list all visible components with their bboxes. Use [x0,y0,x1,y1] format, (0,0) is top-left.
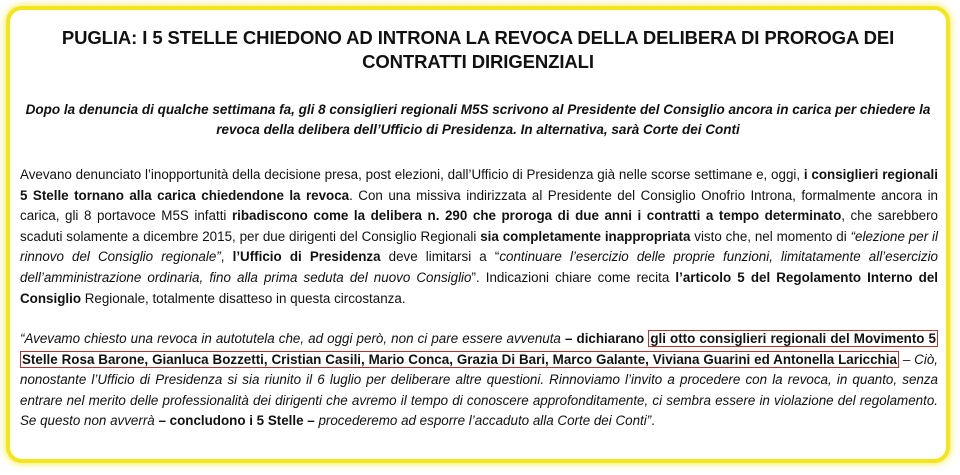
p2-text: . [651,413,655,429]
p1-bold-ufficio: l’Ufficio di Presidenza [232,249,381,265]
article-paragraph-2 [20,329,938,432]
p2-italic-quote: – Ciò, nonostante l’Ufficio di Presidenza si sia riunito il 6 luglio per deliberare altre questioni. Rinnoviamo l’invito a procedere con la revoca, in quanto, senza entrare nel merito delle professionalità dei dirigenti che avremo il tempo di conoscere approfonditamente, ci sembra essere in violazione del regolamento. Se questo non avverrà [20,351,938,429]
p1-bold-delibera: ribadiscono come la delibera n. 290 che proroga di due anni i contratti a tempo determinato [231,208,842,224]
p1-text: . Con una missiva indirizzata al Presidente del Consiglio Onofrio Introna, formalmente ancora in carica, gli 8 portavoce M5S infatti [20,187,938,224]
p1-bold-inappropriata: sia completamente inappropriata [480,228,691,244]
p1-text: Avevano denunciato l’inopportunità della decisione presa, post elezioni, dall’Ufficio di Presidenza già nelle scorse settimane e, oggi, [20,167,804,182]
p2-italic-quote: “Avevamo chiesto una revoca in autotutela che, ad oggi però, non ci pare essere avvenuta [20,331,561,346]
p2-italic-quote: procederemo ad esporre l’accaduto alla Corte dei Conti” [318,413,652,429]
p1-text: Regionale, totalmente disatteso in questa circostanza. [81,290,406,306]
p1-text: , che sarebbero scaduti solamente a dicembre 2015, per due dirigenti del Consiglio Regionali [20,208,938,244]
p1-italic-quote: continuare l’esercizio delle proprie funzioni, limitatamente all’esercizio dell’amministrazione ordinaria, fino alla prima seduta del nuovo Consiglio [20,249,938,285]
article-title: PUGLIA: I 5 STELLE CHIEDONO AD INTRONA LA REVOCA DELLA DELIBERA DI PROROGA DEI CONTRATTI DIRIGENZIALI [61,27,895,72]
p1-text: deve limitarsi a “ [380,249,500,265]
article-lead: Dopo la denuncia di qualche settimana fa, gli 8 consiglieri regionali M5S scrivono al Presidente del Consiglio ancora in carica per chiedere la revoca della delibera dell’Ufficio di Presidenza. In alternativa, sarà Corte dei Conti [25,102,931,137]
p1-text: ”. Indicazioni chiare come recita [471,269,676,285]
p1-italic-quote: “elezione per il rinnovo del Consiglio regionale” [20,228,938,265]
p1-text: , [220,249,233,265]
p2-bold-dichiarano: – dichiarano [560,331,649,346]
p1-bold-articolo: l’articolo 5 del Regolamento Interno del Consiglio [20,269,938,306]
p2-bold-concludono: – concludono i 5 Stelle – [154,413,319,429]
p1-text: visto che, nel momento di [690,228,851,244]
p1-bold-councillors: i consiglieri regionali 5 Stelle tornano alla carica chiedendone la revoca [20,167,938,203]
article-paragraph-1 [20,165,938,309]
p2-highlighted-names: gli otto consiglieri regionali del Movimento 5 Stelle Rosa Barone, Gianluca Bozzetti, Cristian Casili, Mario Conca, Grazia Di Bari, Marco Galante, Viviana Guarini ed Antonella Laricchia [22,331,937,367]
